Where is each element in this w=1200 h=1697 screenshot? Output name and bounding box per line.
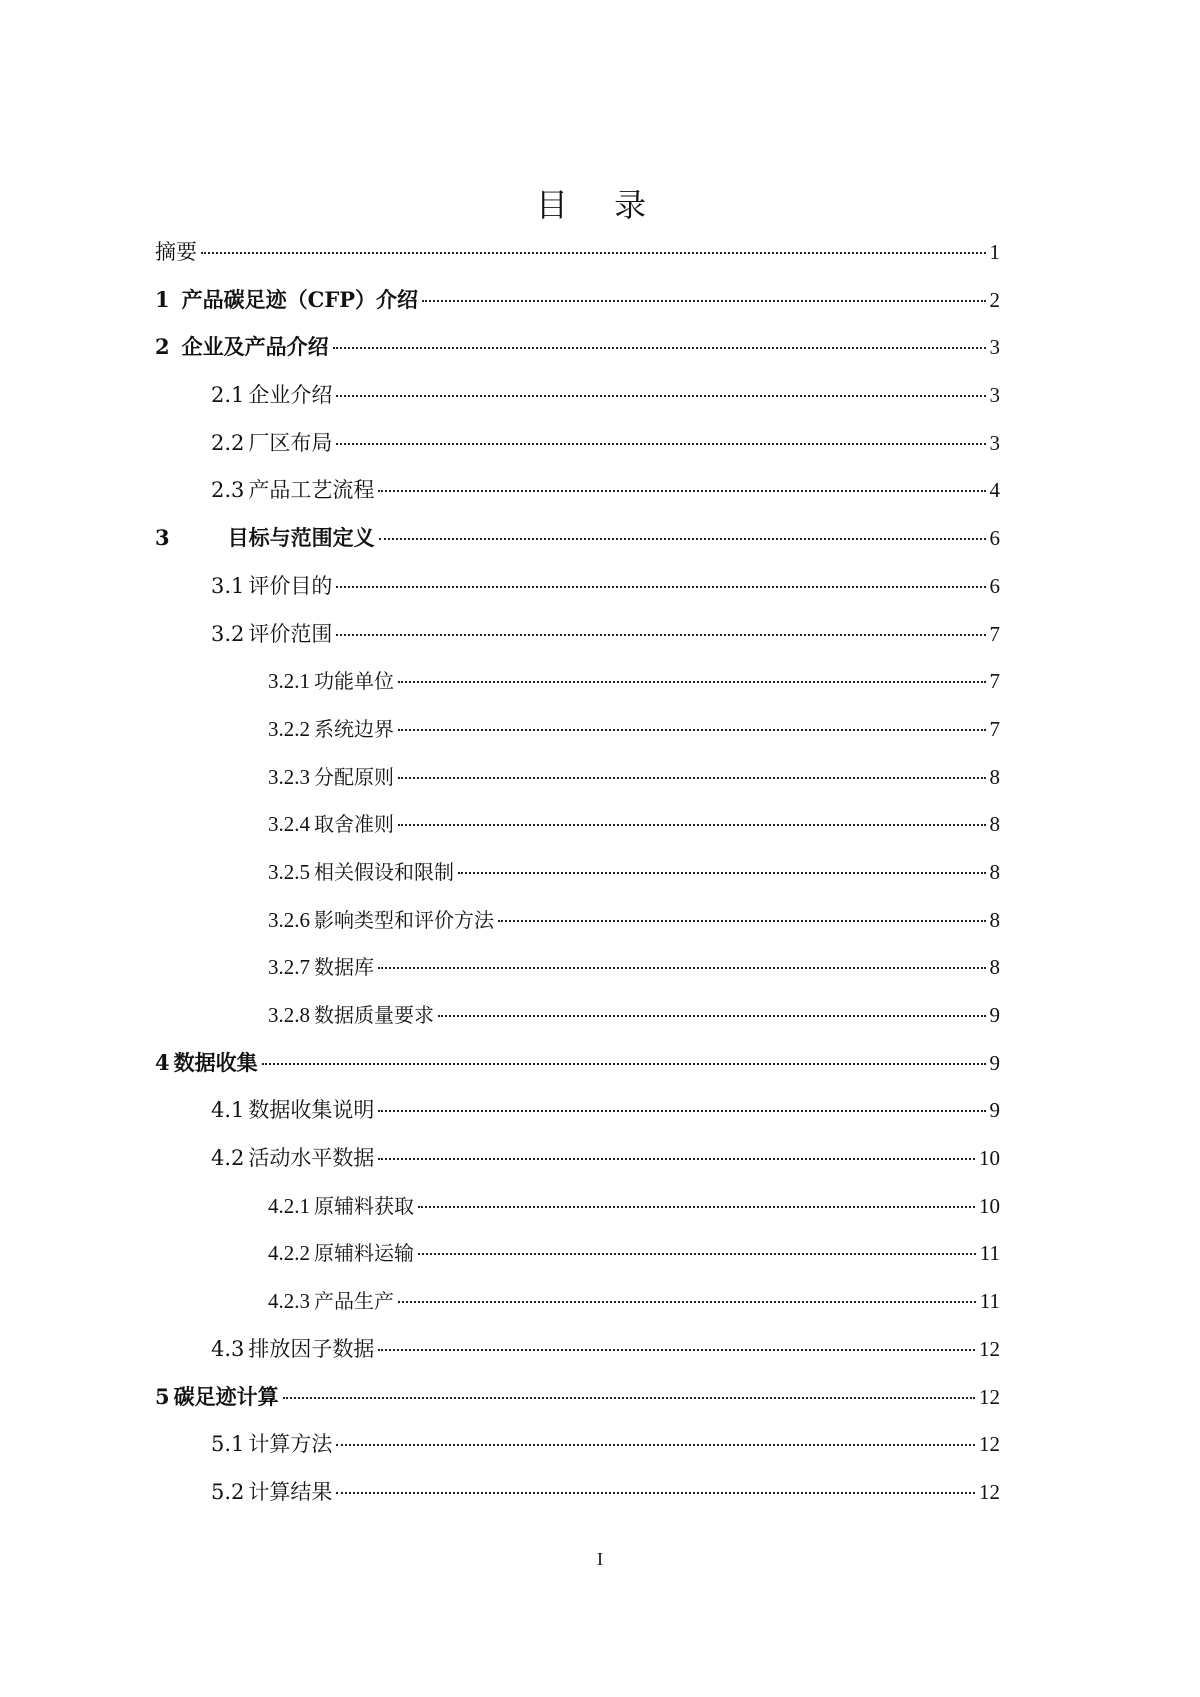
toc-entry[interactable] <box>155 1335 1000 1383</box>
toc-entry-label <box>211 476 374 504</box>
toc-entry-page-number: 3 <box>989 335 1000 360</box>
toc-entry-page-number: 12 <box>979 1432 1000 1457</box>
dot-leader <box>458 872 986 874</box>
toc-entry-label <box>211 1430 332 1458</box>
toc-entry-text: 影响类型和评价方法 <box>314 907 494 932</box>
toc-entry-page-number: 9 <box>989 1003 1000 1027</box>
toc-entry[interactable] <box>155 953 1000 1001</box>
toc-entry-number: 5.2 <box>211 1479 245 1504</box>
toc-entry-text: 数据质量要求 <box>314 1003 434 1027</box>
toc-entry[interactable] <box>155 1383 1000 1431</box>
toc-entry-label <box>268 1239 414 1267</box>
toc-entry-label <box>155 1049 258 1077</box>
toc-entry-page-number: 3 <box>989 430 1000 455</box>
toc-entry-page-number: 3 <box>989 383 1000 408</box>
toc-entry[interactable] <box>155 763 1000 811</box>
toc-entry-label <box>211 429 332 457</box>
toc-entry-page-number: 8 <box>989 764 1000 789</box>
toc-entry[interactable] <box>155 1192 1000 1240</box>
toc-entry-text: 功能单位 <box>314 669 394 694</box>
toc-entry-number: 2.1 <box>211 383 245 408</box>
dot-leader <box>398 777 986 779</box>
toc-entry-text: 摘要 <box>155 240 197 264</box>
dot-leader <box>333 347 986 349</box>
toc-entry-number: 4.2 <box>211 1146 245 1171</box>
toc-entry-page-number: 4 <box>989 478 1000 503</box>
dot-leader <box>378 1158 975 1160</box>
toc-entry-page-number: 7 <box>989 669 1000 694</box>
toc-entry-label <box>155 524 375 552</box>
toc-entry-text: 数据收集说明 <box>248 1098 375 1123</box>
toc-entry-label <box>268 763 394 791</box>
dot-leader <box>498 920 986 922</box>
dot-leader <box>378 490 985 492</box>
toc-entry-text: 评价范围 <box>248 621 333 646</box>
toc-entry-number: 1 <box>155 286 170 312</box>
toc-entry-label <box>211 572 332 600</box>
toc-entry-text: 厂区布局 <box>248 430 333 455</box>
toc-entry[interactable] <box>155 1001 1000 1049</box>
toc-entry-label <box>268 858 454 886</box>
dot-leader <box>422 300 985 302</box>
dot-leader <box>336 586 985 588</box>
toc-entry[interactable] <box>155 620 1000 668</box>
toc-entry-page-number: 12 <box>979 1479 1000 1504</box>
footer-page-number: I <box>597 1549 603 1569</box>
toc-entry-label <box>155 1383 279 1411</box>
toc-entry-number: 4.3 <box>211 1336 245 1361</box>
toc-entry[interactable] <box>155 667 1000 715</box>
toc-entry-text: 目标与范围定义 <box>227 525 375 551</box>
toc-entry-label <box>268 1192 414 1220</box>
toc-entry-number: 3.2.4 <box>268 812 310 837</box>
toc-entry-text: 企业介绍 <box>248 383 333 408</box>
toc-entry[interactable] <box>155 1096 1000 1144</box>
toc-entry[interactable] <box>155 1478 1000 1526</box>
toc-entry-page-number: 2 <box>989 287 1000 312</box>
table-of-contents <box>155 238 1000 1526</box>
toc-entry-text: 碳足迹计算 <box>173 1383 279 1409</box>
dot-leader <box>336 634 985 636</box>
toc-entry-label <box>268 1001 434 1029</box>
toc-entry-number: 5 <box>155 1383 170 1409</box>
dot-leader <box>398 1301 976 1303</box>
toc-entry-number: 4 <box>155 1049 170 1075</box>
dot-leader <box>378 1110 985 1112</box>
toc-entry-number: 3.2.7 <box>268 955 310 980</box>
dot-leader <box>283 1397 975 1399</box>
toc-entry-page-number: 8 <box>989 907 1000 932</box>
toc-entry-label <box>268 906 494 934</box>
toc-entry[interactable] <box>155 333 1000 381</box>
toc-entry-text: 活动水平数据 <box>248 1146 375 1171</box>
toc-entry[interactable] <box>155 572 1000 620</box>
toc-entry-page-number: 6 <box>989 526 1000 551</box>
toc-entry-page-number: 12 <box>979 1336 1000 1361</box>
toc-entry-text: 计算结果 <box>248 1479 333 1504</box>
toc-entry-number: 4.2.3 <box>268 1289 310 1314</box>
toc-entry-label <box>155 333 329 361</box>
toc-entry[interactable] <box>155 1430 1000 1478</box>
toc-entry[interactable] <box>155 381 1000 429</box>
toc-entry-page-number: 9 <box>989 1050 1000 1075</box>
toc-entry-label <box>268 715 394 743</box>
dot-leader <box>398 824 986 826</box>
dot-leader <box>336 1492 975 1494</box>
toc-entry[interactable] <box>155 715 1000 763</box>
toc-entry[interactable] <box>155 429 1000 477</box>
toc-entry-page-number: 7 <box>989 621 1000 646</box>
toc-entry-number: 4.2.2 <box>268 1241 310 1266</box>
toc-entry-text: 数据收集 <box>173 1049 258 1075</box>
toc-entry-page-number: 11 <box>979 1241 1000 1266</box>
toc-entry-page-number: 10 <box>979 1193 1000 1218</box>
toc-entry-page-number: 8 <box>989 859 1000 884</box>
toc-entry-page-number: 11 <box>979 1289 1000 1314</box>
toc-entry-page-number: 12 <box>979 1384 1000 1409</box>
toc-entry-number: 2.2 <box>211 430 245 455</box>
toc-entry-number: 4.1 <box>211 1098 245 1123</box>
dot-leader <box>398 681 986 683</box>
toc-entry-label <box>268 953 374 981</box>
toc-entry-number: 3.2.2 <box>268 716 310 741</box>
toc-entry-text: 分配原则 <box>314 764 394 789</box>
toc-entry[interactable] <box>155 286 1000 334</box>
toc-entry-text: 原辅料获取 <box>314 1193 414 1218</box>
toc-entry-text: 原辅料运输 <box>314 1241 414 1266</box>
dot-leader <box>418 1206 975 1208</box>
toc-entry-text: 排放因子数据 <box>248 1336 375 1361</box>
toc-entry-number: 3 <box>155 525 170 551</box>
toc-entry-page-number: 10 <box>979 1146 1000 1171</box>
toc-entry-number: 3.2.1 <box>268 669 310 694</box>
toc-entry-page-number: 9 <box>989 1098 1000 1123</box>
dot-leader <box>336 443 985 445</box>
toc-entry-label <box>155 238 197 266</box>
dot-leader <box>201 252 986 254</box>
toc-entry-label <box>268 810 394 838</box>
toc-entry-text: 产品碳足迹（CFP）介绍 <box>181 286 419 312</box>
toc-entry-number: 3.2.6 <box>268 907 310 932</box>
toc-entry-label <box>268 667 394 695</box>
toc-entry-text: 数据库 <box>314 955 374 980</box>
toc-entry-text: 企业及产品介绍 <box>181 334 329 360</box>
dot-leader <box>336 395 985 397</box>
toc-entry-text: 产品生产 <box>314 1289 394 1314</box>
toc-entry[interactable] <box>155 1287 1000 1335</box>
dot-leader <box>418 1253 976 1255</box>
dot-leader <box>378 967 986 969</box>
toc-entry-number: 3.2.3 <box>268 764 310 789</box>
toc-title: 目 录 <box>535 186 665 224</box>
dot-leader <box>336 1444 975 1446</box>
toc-entry-text: 计算方法 <box>248 1432 333 1457</box>
dot-leader <box>379 538 986 540</box>
toc-entry[interactable] <box>155 810 1000 858</box>
toc-entry[interactable] <box>155 1049 1000 1097</box>
toc-entry-number: 3.2.5 <box>268 859 310 884</box>
toc-entry-page-number: 8 <box>989 812 1000 837</box>
toc-entry-number: 3.1 <box>211 573 245 598</box>
dot-leader <box>398 729 986 731</box>
toc-entry-number: 3.2.8 <box>268 1003 310 1027</box>
toc-entry-label <box>211 1478 332 1506</box>
toc-entry-label <box>211 1144 374 1172</box>
toc-entry-text: 产品工艺流程 <box>248 478 375 503</box>
toc-entry-label <box>211 1335 374 1363</box>
toc-entry[interactable] <box>155 858 1000 906</box>
toc-entry-number: 5.1 <box>211 1432 245 1457</box>
toc-entry-label <box>211 1096 374 1124</box>
toc-entry-text: 系统边界 <box>314 716 394 741</box>
toc-entry-page-number: 8 <box>989 955 1000 980</box>
toc-entry[interactable] <box>155 1239 1000 1287</box>
toc-entry[interactable] <box>155 476 1000 524</box>
toc-entry-number: 2 <box>155 334 170 360</box>
toc-entry-page-number: 7 <box>989 716 1000 741</box>
toc-entry[interactable] <box>155 524 1000 572</box>
toc-entry-page-number: 6 <box>989 573 1000 598</box>
dot-leader <box>262 1063 986 1065</box>
toc-entry-label <box>268 1287 394 1315</box>
toc-entry[interactable] <box>155 906 1000 954</box>
dot-leader <box>438 1015 986 1017</box>
toc-entry-label <box>155 286 418 314</box>
toc-entry-page-number: 1 <box>989 240 1000 264</box>
toc-entry-label <box>211 620 332 648</box>
toc-entry-number: 4.2.1 <box>268 1193 310 1218</box>
toc-entry-text: 评价目的 <box>248 573 333 598</box>
toc-entry-number: 2.3 <box>211 478 245 503</box>
toc-entry-text: 相关假设和限制 <box>314 859 454 884</box>
toc-entry[interactable] <box>155 1144 1000 1192</box>
dot-leader <box>378 1349 975 1351</box>
toc-entry-text: 取舍准则 <box>314 812 394 837</box>
toc-entry-label <box>211 381 332 409</box>
toc-entry-number: 3.2 <box>211 621 245 646</box>
toc-entry[interactable] <box>155 238 1000 286</box>
